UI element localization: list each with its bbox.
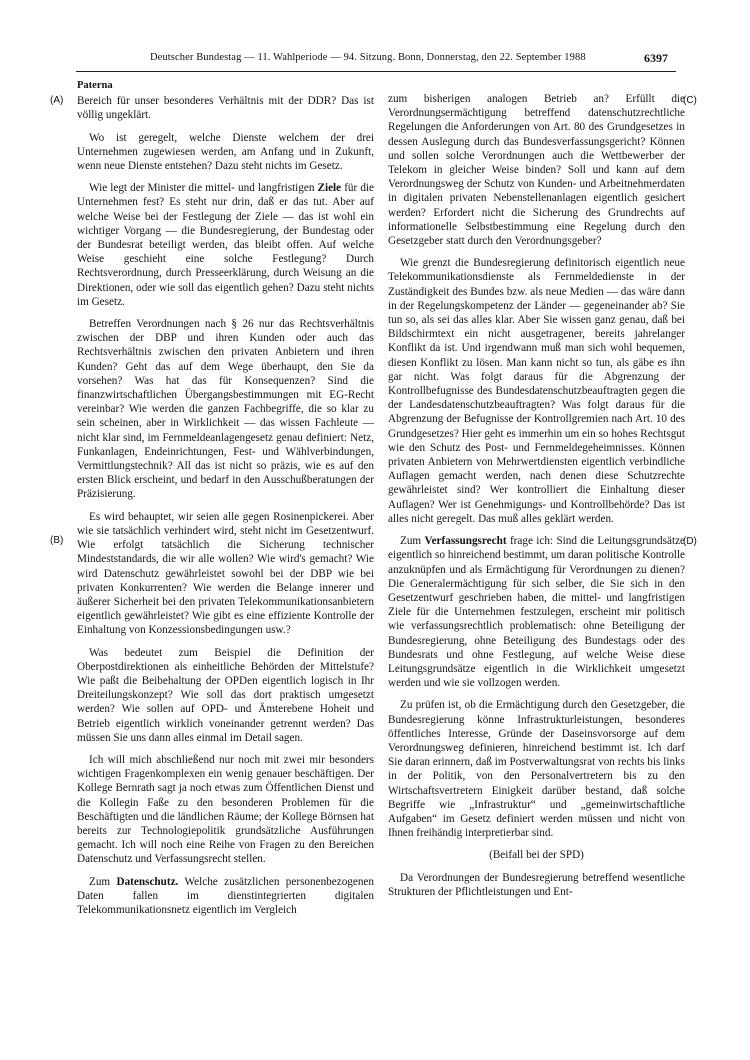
left-column <box>77 79 374 925</box>
bold-term: Verfassungsrecht <box>424 535 507 548</box>
bold-term: Datenschutz. <box>116 875 179 888</box>
paragraph-text: für die Unternehmen fest? Es steht nur drin, daß er das tut. Aber auf welche Weise bei der Festlegung der Ziele — das ist wohl ein wichtiger Vorgang — die Bundesregierung, der Bundestag oder der Bundesrat beteiligt werden, das bleibt offen. Auf welche Weise geschieht eine solche Festlegung? Durch Rechtsverordnung, durch Presseerklärung, durch Weisung an die Direktionen, oder wie soll das eigentlich gehen? Dazu steht nichts im Gesetz. <box>77 182 374 308</box>
paragraph: Bereich für unser besonderes Verhältnis mit der DDR? Das ist völlig ungeklärt. <box>77 95 374 122</box>
page-number: 6397 <box>644 51 668 65</box>
paragraph: Betreffen Verordnungen nach § 26 nur das Rechtsverhältnis zwischen der DBP und ihren Kunden oder auch das Rechtsverhältnis zwischen den privaten Anbietern und ihren Kunden? Geht das auf dem Wege überhaupt, den Sie da vorsehen? Was hat das für Konsequenzen? Sind die finanzwirtschaftlichen Übergangsbestimmungen mit EG-Recht vereinbar? Wie werden die ganzen Fachbegriffe, die so klar zu sein scheinen, aber in Wirklichkeit — das wissen Fachleute — nicht klar sind, im Fernmeldeanlagengesetz genau definiert: Netz, Funkanlagen, Endeinrichtungen, Fest- und Wählverbindungen, Vermittlungstechnik? All das ist nicht so präzis, wie es auf den ersten Blick erscheint, und bedarf in den Ausschußberatungen der Präzisierung. <box>77 318 374 501</box>
paragraph-text: Zum <box>400 535 425 548</box>
margin-marker-b: (B) <box>50 535 64 546</box>
bold-term: Ziele <box>317 182 342 195</box>
applause-note: (Beifall bei der SPD) <box>489 849 584 862</box>
paragraph <box>77 875 374 918</box>
paragraph-text: Zum <box>89 875 117 888</box>
margin-marker-a: (A) <box>50 95 64 106</box>
paragraph: Da Verordnungen der Bundesregierung betreffend wesentliche Strukturen der Pflichtleistungen und Ent- <box>388 871 685 898</box>
paragraph: Zu prüfen ist, ob die Ermächtigung durch den Gesetzgeber, die Bundesregierung könne Infrastrukturleistungen, besonderes öffentliches Interesse, Gründe der Daseinsvorsorge auf dem Verordnungsweg definieren, hinreichend bestimmt ist. Ich darf Sie daran erinnern, daß im Postverwaltungsrat von rechts bis links in der Politik, von den Personalvertretern bis zu den Wirtschaftsvertretern Einigkeit darüber bestand, daß solche Begriffe wie „Infrastruktur“ und „gemeinwirtschaftliche Aufgaben“ im Gesetz definiert werden müssen und nicht von Ihnen freihändig interpretierbar sind. <box>388 699 685 840</box>
speaker-name: Paterna <box>77 80 113 91</box>
paragraph: Was bedeutet zum Beispiel die Definition der Oberpostdirektionen als einheitliche Behörden der Mittelstufe? Wie paßt die Beibehaltung der OPDen eigentlich logisch in Ihr Dreiteilungskonzept? Wie soll das dort praktisch umgesetzt werden? Wie sollen auf OPD- und Ämterebene Hoheit und Betrieb eigentlich wirklich voneinander getrennt werden? Das müssen Sie uns dann alles einmal im Detail sagen. <box>77 646 374 744</box>
paragraph: Es wird behauptet, wir seien alle gegen Rosinenpickerei. Aber wie sie tatsächlich verhindert wird, steht nicht im Gesetzentwurf. Wie erfolgt tatsächlich die Sicherung technischer Mindeststandards, die wir alle wollen? Wie wird's gemacht? Wie wird Datenschutz gewährleistet sowohl bei der DBP wie bei privaten Konkurrenten? Wie werden die Belange innerer und äußerer Sicherheit bei den privaten Telekommunikationsanbietern eigentlich gewährleistet? Wie gibt es eine effiziente Kontrolle der Einhaltung von Konzessionsbedingungen usw.? <box>77 510 374 637</box>
margin-marker-c: (C) <box>683 95 697 106</box>
paragraph: zum bisherigen analogen Betrieb an? Erfüllt die Verordnungsermächtigung betreffend datenschutzrechtliche Regelungen die Anforderungen von Art. 80 des Grundgesetzes in dessen Auslegung durch das Bundesverfassungsgericht? Können und sollen solche Verordnungen auch die Wettbewerber der Telekom in gleicher Weise binden? Soll und kann auf dem Verordnungsweg der Schutz von Kunden- und Arbeitnehmerdaten in digitalen privaten Nebenstellenanlagen eigentlich gesichert werden? Erfordert nicht die Sicherung des Grundrechts auf informationelle Selbstbestimmung eine Regelung durch den Gesetzgeber statt durch den Verordnungsgeber? <box>388 93 685 248</box>
paragraph: Ich will mich abschließend nur noch mit zwei mir besonders wichtigen Fragenkomplexen ein wenig genauer beschäftigen. Der Kollege Bernrath sagt ja noch etwas zum Öffentlichen Dienst und die Kollegin Faße zu den besonderen Problemen für die Beschäftigten und die ländlichen Räume; der Kollege Börnsen hat bereits zur Technologiepolitik grundsätzliche Ausführungen gemacht. Ich will noch eine Reihe von Fragen zu den Bereichen Datenschutz und Verfassungsrecht stellen. <box>77 753 374 866</box>
paragraph: Wo ist geregelt, welche Dienste welchem der drei Unternehmen zugewiesen werden, am Anfang und in Zukunft, wenn neue Dienste entstehen? Dazu steht nichts im Gesetz. <box>77 131 374 173</box>
right-column <box>388 92 685 907</box>
paragraph-text: Wie legt der Minister die mittel- und langfristigen <box>89 182 318 195</box>
paragraph-text: Welche zusätzlichen personenbezogenen Daten fallen im dienstintegrierten digitalen Telekommunikationsnetz eigentlich im Vergleich <box>77 875 374 916</box>
paragraph-text: frage ich: Sind die Leitungsgrundsätze eigentlich so hinreichend bestimmt, um daran politische Kontrolle anzuknüpfen und als Ermächtigung für Verordnungen zu dienen? Die Generalermächtigung für sich selber, die Sie sich in den Gesetzentwurf geschrieben haben, die mittel- und langfristigen Ziele für die Unternehmen festzulegen, erscheint mir politisch wie verfassungsrechtlich problematisch: ohne Beteiligung der Bundesregierung, ohne Beteiligung des Bundestags oder des Bundesrats und ohne Festlegung, auf welche Weise diese Leitungsgrundsätze eigentlich in die Wirklichkeit umgesetzt werden und wie sie vollzogen werden. <box>388 535 685 690</box>
margin-marker-d: (D) <box>683 536 697 547</box>
paragraph <box>77 181 374 309</box>
paragraph: Wie grenzt die Bundesregierung definitorisch eigentlich neue Telekommunikationsdienste als Fernmeldedienste in der Zuständigkeit des Bundes bzw. als neue Medien — das wäre dann in der Regelungskompetenz der Länder — gegeneinander ab? Sie tun so, als sei das alles klar. Aber Sie wissen ganz genau, daß bei Bildschirmtext ein nicht ausgetragener, bereits jahrelanger Konflikt da ist. Und irgendwann muß man sich wohl bequemen, diesen Konflikt zu lösen. Man kann nicht so tun, als gäbe es ihn gar nicht. Was folgt daraus für die Abgrenzung der Kontrollbefugnisse des Bundesdatenschutzbeauftragten gegen die der Landesdatenschutzbeauftragten? Was folgt daraus für die Abgrenzung der Befugnisse der Kontrollgremien nach Art. 10 des Grundgesetzes? Hier geht es immerhin um ein so hohes Rechtsgut wie den Schutz des Post- und Fernmeldegeheimnisses. Können privaten Anbietern von Mehrwertdiensten eigentlich verbindliche Auflagen gemacht werden, nach denen diese Schutzrechte gewährleistet sind? Wer kontrolliert die Einhaltung dieser Auflagen? Wer ist Genehmigungs- und Kontrollbehörde? Das ist alles nicht geregelt. Das muß alles geklärt werden. <box>388 257 685 525</box>
page-header <box>76 49 676 72</box>
paragraph <box>388 534 685 690</box>
running-title: Deutscher Bundestag — 11. Wahlperiode — 94. Sitzung. Bonn, Donnerstag, den 22. September 1988 <box>150 52 586 63</box>
